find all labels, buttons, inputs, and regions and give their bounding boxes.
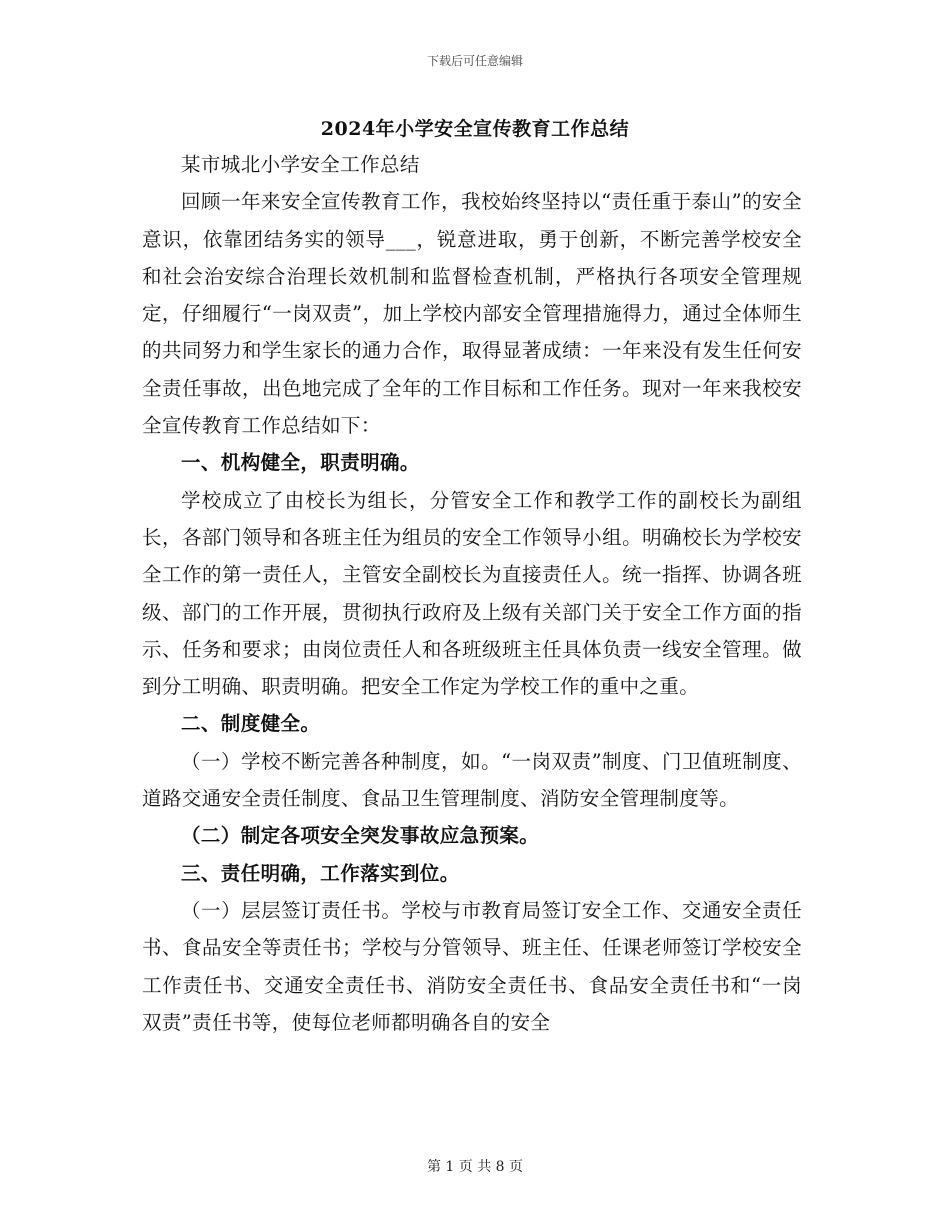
section-2-item-1: （一）学校不断完善各种制度，如。“一岗双责”制度、门卫值班制度、道路交通安全责任制度、食品卫生管理制度、消防安全管理制度等。 (142, 749, 802, 811)
section-heading-3: 三、责任明确，工作落实到位。 (181, 861, 460, 885)
section-1-paragraph: 学校成立了由校长为组长，分管安全工作和教学工作的副校长为副组长，各部门领导和各班主任为组员的安全工作领导小组。明确校长为学校安全工作的第一责任人，主管安全副校长为直接责任人。统一指挥、协调各班级、部门的工作开展，贯彻执行政府及上级有关部门关于安全工作方面的指示、任务和要求；由岗位责任人和各班级班主任具体负责一线安全管理。做到分工明确、职责明确。把安全工作定为学校工作的重中之重。 (142, 488, 802, 699)
section-2-item-2: （二）制定各项安全突发事故应急预案。 (181, 824, 540, 848)
page-header: 下载后可任意编辑 (426, 54, 523, 68)
document-body (142, 146, 802, 1041)
page-footer: 第 1 页 共 8 页 (426, 1159, 524, 1175)
section-heading-2: 二、制度健全。 (181, 712, 321, 736)
section-3-item-1: （一）层层签订责任书。学校与市教育局签订安全工作、交通安全责任书、食品安全等责任书；学校与分管领导、班主任、任课老师签订学校安全工作责任书、交通安全责任书、消防安全责任书、食品安全责任书和“一岗双责”责任书等，使每位老师都明确各自的安全 (142, 898, 802, 1034)
intro-paragraph: 回顾一年来安全宣传教育工作，我校始终坚持以“责任重于泰山”的安全意识，依靠团结务实的领导___，锐意进取，勇于创新，不断完善学校安全和社会治安综合治理长效机制和监督检查机制，严格执行各项安全管理规定，仔细履行“一岗双责”，加上学校内部安全管理措施得力，通过全体师生的共同努力和学生家长的通力合作，取得显著成绩：一年来没有发生任何安全责任事故，出色地完成了全年的工作目标和工作任务。现对一年来我校安全宣传教育工作总结如下： (142, 190, 802, 438)
document-title: 2024年小学安全宣传教育工作总结 (320, 118, 630, 140)
section-heading-1: 一、机构健全，职责明确。 (181, 451, 420, 475)
subtitle-paragraph: 某市城北小学安全工作总结 (181, 153, 420, 176)
